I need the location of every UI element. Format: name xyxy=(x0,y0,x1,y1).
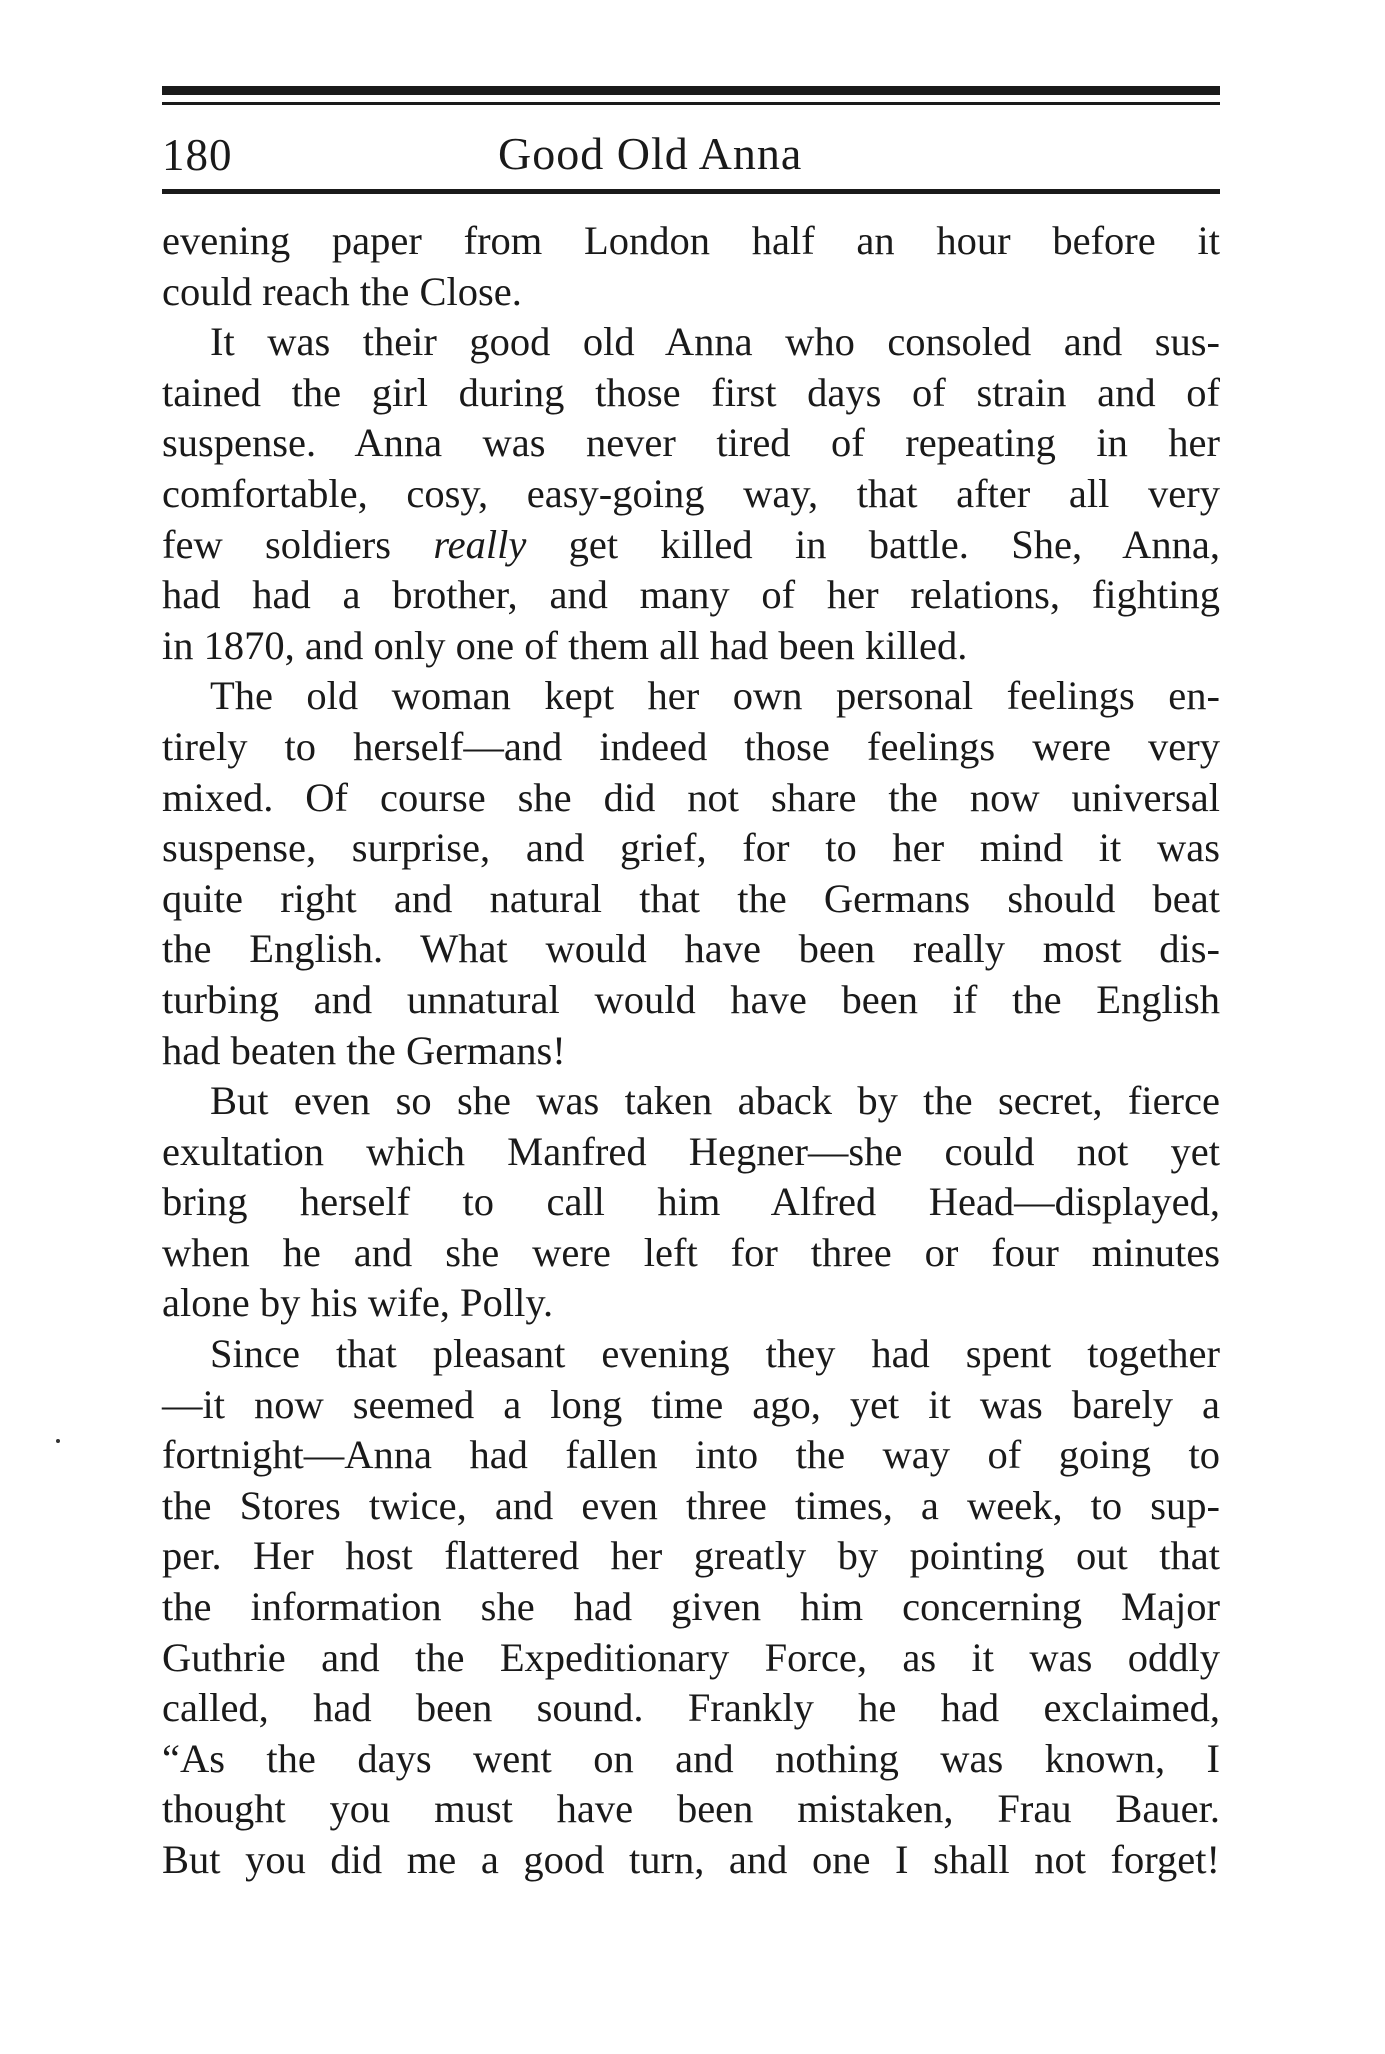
book-page xyxy=(162,86,1220,1886)
text-line: comfortable, cosy, easy-going way, that after all very xyxy=(162,470,1220,516)
text-line: turbing and unnatural would have been if the English xyxy=(162,976,1220,1022)
text-line: had beaten the Germans! xyxy=(162,1027,566,1073)
text-line: in 1870, and only one of them all had been killed. xyxy=(162,622,968,668)
text-line: thought you must have been mistaken, Frau Bauer. xyxy=(162,1786,1220,1832)
running-title: Good Old Anna xyxy=(498,128,803,179)
text-line: —it now seemed a long time ago, yet it was barely a xyxy=(162,1381,1220,1427)
text-line: But you did me a good turn, and one I shall not forget! xyxy=(162,1837,1220,1882)
text-line: the Stores twice, and even three times, a week, to sup- xyxy=(162,1482,1220,1528)
text-line: quite right and natural that the Germans should beat xyxy=(162,875,1220,921)
paragraph xyxy=(162,317,1220,671)
text-line: It was their good old Anna who consoled and sus- xyxy=(210,319,1220,365)
text-line: had had a brother, and many of her relations, fighting xyxy=(162,572,1220,618)
text-line: Guthrie and the Expeditionary Force, as it was oddly xyxy=(162,1634,1220,1680)
text-line: fortnight—Anna had fallen into the way of going to xyxy=(162,1432,1220,1478)
paragraph xyxy=(162,1076,1220,1329)
text-line: Since that pleasant evening they had spent together xyxy=(210,1331,1220,1377)
text-line: bring herself to call him Alfred Head—displayed, xyxy=(162,1179,1220,1225)
text-line: could reach the Close. xyxy=(162,268,522,314)
body-text xyxy=(162,216,1220,1886)
running-header xyxy=(162,105,1220,189)
text-line: alone by his wife, Polly. xyxy=(162,1280,554,1326)
text-line: The old woman kept her own personal feelings en- xyxy=(210,673,1220,719)
emphasis: really xyxy=(433,521,527,567)
text-line: “As the days went on and nothing was known, I xyxy=(162,1735,1220,1781)
text-line: called, had been sound. Frankly he had exclaimed, xyxy=(162,1685,1220,1731)
text-line: tirely to herself—and indeed those feelings were very xyxy=(162,723,1220,769)
paragraph xyxy=(162,671,1220,1076)
text-line: But even so she was taken aback by the secret, fierce xyxy=(210,1078,1220,1124)
paragraph xyxy=(162,1329,1220,1886)
paragraph xyxy=(162,216,1220,317)
text-line: per. Her host flattered her greatly by pointing out that xyxy=(162,1533,1220,1579)
text-line: mixed. Of course she did not share the now universal xyxy=(162,774,1220,820)
text-line: suspense, surprise, and grief, for to her mind it was xyxy=(162,825,1220,871)
text-line: the information she had given him concerning Major xyxy=(162,1584,1220,1630)
text-line: tained the girl during those first days of strain and of xyxy=(162,369,1220,415)
header-rule-bottom xyxy=(162,189,1220,194)
page-number: 180 xyxy=(162,130,233,180)
text-line: the English. What would have been really most dis- xyxy=(162,926,1220,972)
print-speck xyxy=(56,1439,60,1443)
text-line: exultation which Manfred Hegner—she could not yet xyxy=(162,1128,1220,1174)
header-rule-thick xyxy=(162,86,1220,95)
text-line: evening paper from London half an hour before it xyxy=(162,218,1220,263)
text-line: suspense. Anna was never tired of repeating in her xyxy=(162,420,1220,466)
text-line: few soldiers really get killed in battle. She, Anna, xyxy=(162,521,1220,567)
text-line: when he and she were left for three or four minutes xyxy=(162,1229,1220,1275)
